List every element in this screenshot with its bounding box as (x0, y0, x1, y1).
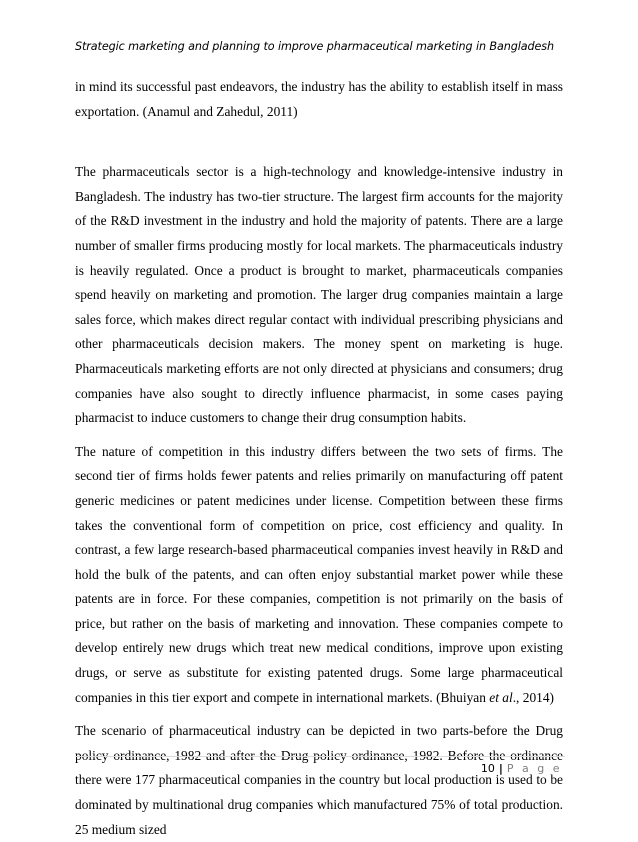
running-header: Strategic marketing and planning to improve pharmaceutical marketing in Bangladesh (75, 40, 554, 53)
footer-divider (75, 756, 565, 757)
page-number: 10 (480, 762, 495, 775)
page-footer (481, 762, 562, 775)
body-text (75, 75, 563, 842)
footer-separator: | (498, 762, 503, 775)
paragraph-4: The scenario of pharmaceutical industry can be depicted in two parts-before the Drug policy ordinance, 1982 and after the Drug policy ordinance, 1982. Before the ordinance there were 177 pharmaceutical companies in the country but local production is used to be dominated by multinational drug companies which manufactured 75% of total production. 25 medium sized (75, 723, 563, 837)
page-word: P a g e (506, 762, 562, 775)
paragraph-2: The pharmaceuticals sector is a high-technology and knowledge-intensive industry in Bangladesh. The industry has two-tier structure. The largest firm accounts for the majority of the R&D investment in the industry and hold the majority of patents. There are a large number of smaller firms producing mostly for local markets. The pharmaceuticals industry is heavily regulated. Once a product is brought to market, pharmaceuticals companies spend heavily on marketing and promotion. The larger drug companies maintain a large sales force, which makes direct regular contact with individual prescribing physicians and other pharmaceuticals decision makers. The money spent on marketing is huge. Pharmaceuticals marketing efforts are not only directed at physicians and consumers; drug companies have also sought to directly influence pharmacist, in some cases paying pharmacist to induce customers to change their drug consumption habits. (75, 164, 563, 426)
paragraph-3-tail: ., 2014) (512, 689, 554, 705)
paragraph-3-italic: et al (489, 689, 513, 705)
paragraph-3-text: The nature of competition in this industry differs between the two sets of firms. The second tier of firms holds fewer patents and relies primarily on manufacturing off patent generic medicines or patent medicines under license. Competition between these firms takes the conventional form of competition on price, cost efficiency and quality. In contrast, a few large research-based pharmaceutical companies invest heavily in R&D and hold the bulk of the patents, and can often enjoy substantial market power while these patents are in force. For these companies, competition is not primarily on the basis of price, but rather on the basis of marketing and innovation. These companies compete to develop entirely new drugs which treat new medical conditions, improve upon existing drugs, or serve as substitute for existing patented drugs. Some large pharmaceutical companies in this tier export and compete in international markets. (Bhuiyan (75, 443, 563, 705)
paragraph-3 (75, 440, 563, 711)
paragraph-1: in mind its successful past endeavors, the industry has the ability to establish itself in mass exportation. (Anamul and Zahedul, 2011) (75, 79, 563, 119)
